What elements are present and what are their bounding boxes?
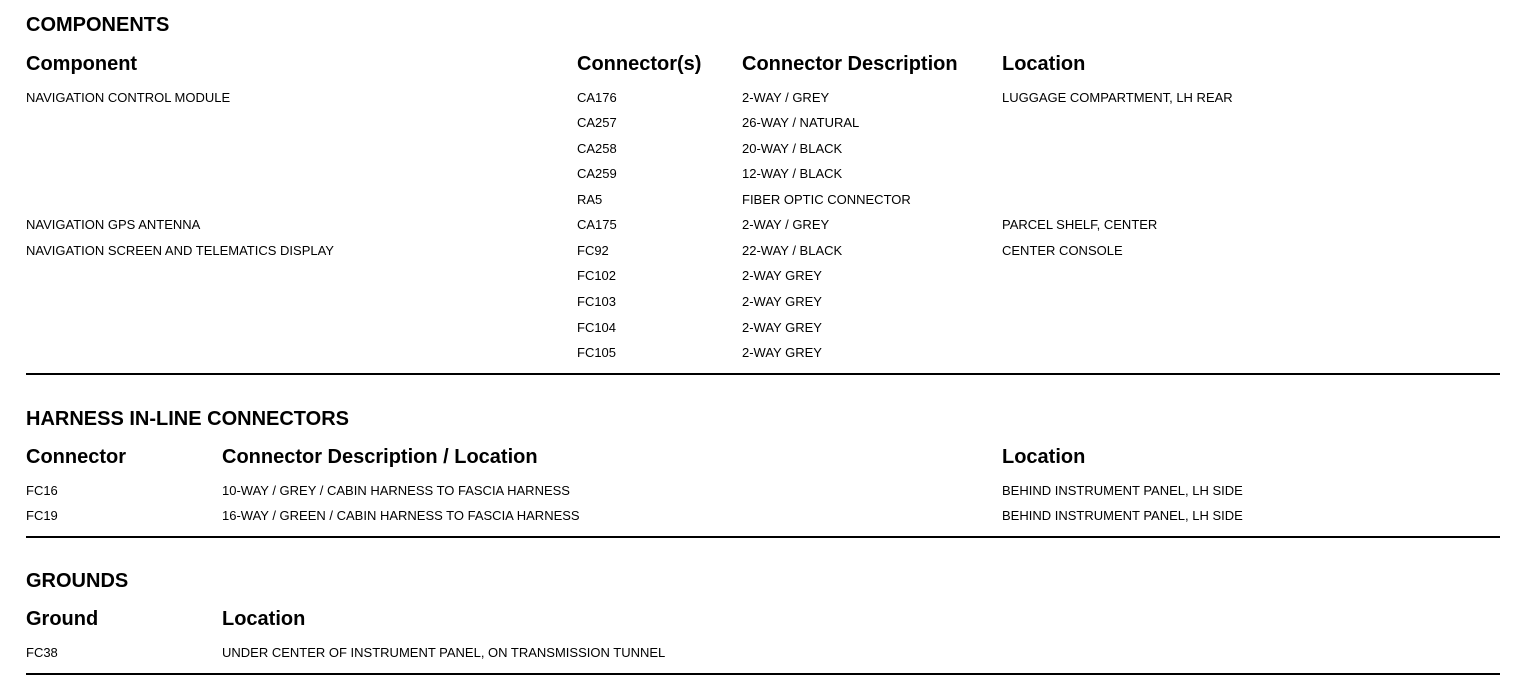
grounds-header-location: Location [222,608,306,630]
components-section-title: COMPONENTS [26,14,170,36]
component-name: NAVIGATION SCREEN AND TELEMATICS DISPLAY [26,243,334,258]
connector-id: FC105 [577,345,617,360]
connector-description: 2-WAY / GREY [742,217,830,232]
connector-description: 2-WAY / GREY [742,90,830,105]
components-header-description: Connector Description [742,53,958,75]
connector-description: 22-WAY / BLACK [742,243,843,258]
component-location: CENTER CONSOLE [1002,243,1123,258]
connector-description: FIBER OPTIC CONNECTOR [742,192,911,207]
grounds-header-ground: Ground [26,608,99,630]
connector-id: FC103 [577,294,617,309]
harness-header-connector: Connector [26,446,126,468]
grounds-section-title: GROUNDS [26,570,129,592]
connector-id: FC16 [26,483,58,498]
ground-location: UNDER CENTER OF INSTRUMENT PANEL, ON TRANSMISSION TUNNEL [222,645,666,660]
connector-description: 12-WAY / BLACK [742,166,843,181]
component-name: NAVIGATION CONTROL MODULE [26,90,231,105]
connector-id: CA259 [577,166,617,181]
component-name: NAVIGATION GPS ANTENNA [26,217,201,232]
connector-id: FC104 [577,320,617,335]
ground-id: FC38 [26,645,58,660]
connector-id: FC19 [26,508,58,523]
section-divider [26,373,1500,375]
connector-description: 2-WAY GREY [742,345,822,360]
connector-description: 10-WAY / GREY / CABIN HARNESS TO FASCIA HARNESS [222,483,570,498]
connector-id: FC102 [577,268,617,283]
harness-header-description: Connector Description / Location [222,446,538,468]
section-divider [26,536,1500,538]
connector-location: BEHIND INSTRUMENT PANEL, LH SIDE [1002,508,1243,523]
connector-description: 2-WAY GREY [742,294,822,309]
components-header-location: Location [1002,53,1086,75]
connector-id: FC92 [577,243,609,258]
connector-description: 16-WAY / GREEN / CABIN HARNESS TO FASCIA HARNESS [222,508,580,523]
connector-id: CA175 [577,217,617,232]
connector-description: 26-WAY / NATURAL [742,115,860,130]
connector-description: 2-WAY GREY [742,268,822,283]
component-location: LUGGAGE COMPARTMENT, LH REAR [1002,90,1233,105]
harness-header-location: Location [1002,446,1086,468]
components-header-component: Component [26,53,138,75]
connector-id: CA258 [577,141,617,156]
connector-id: CA257 [577,115,617,130]
connector-id: CA176 [577,90,617,105]
connector-description: 20-WAY / BLACK [742,141,843,156]
connector-location: BEHIND INSTRUMENT PANEL, LH SIDE [1002,483,1243,498]
components-header-connectors: Connector(s) [577,53,702,75]
harness-section-title: HARNESS IN-LINE CONNECTORS [26,408,349,430]
connector-id: RA5 [577,192,603,207]
section-divider [26,673,1500,675]
component-location: PARCEL SHELF, CENTER [1002,217,1158,232]
connector-description: 2-WAY GREY [742,320,822,335]
